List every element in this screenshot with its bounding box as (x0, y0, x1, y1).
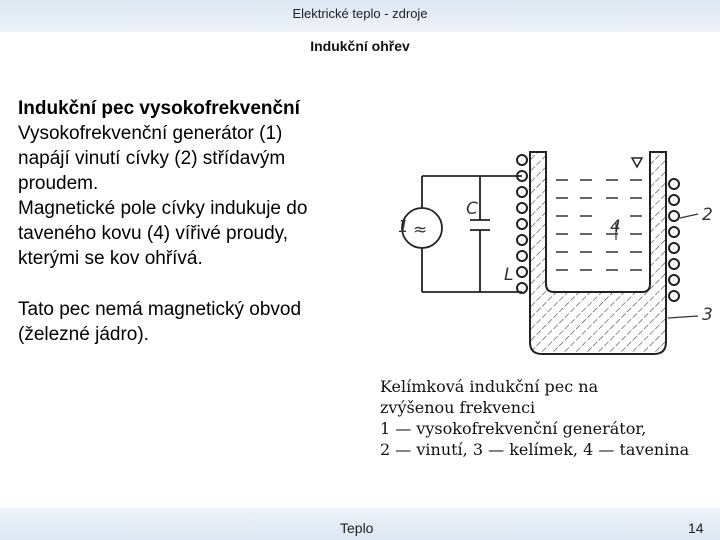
label-crucible: 3 (702, 305, 713, 325)
body-line: Vysokofrekvenční generátor (1) (18, 123, 283, 144)
footer-title: Teplo (340, 520, 374, 536)
body-text (18, 96, 388, 347)
body-heading: Indukční pec vysokofrekvenční (18, 98, 300, 119)
label-inductor: L (504, 265, 514, 285)
header-title: Elektrické teplo - zdroje (292, 6, 428, 21)
note-line: Tato pec nemá magnetický obvod (18, 299, 302, 320)
figure-caption (380, 376, 718, 460)
furnace-figure (380, 140, 718, 485)
label-melt: 4 (610, 217, 621, 237)
body-line: taveného kovu (4) vířivé proudy, (18, 223, 289, 244)
label-coil: 2 (702, 205, 713, 225)
label-capacitor: C (466, 199, 478, 219)
crucible-wall (530, 152, 666, 354)
melt-dashes (556, 180, 642, 270)
melt-level-marker (632, 158, 642, 167)
body-line: Magnetické pole cívky indukuje do (18, 198, 308, 219)
coil-right (669, 179, 679, 301)
note-line: (železné jádro). (18, 324, 149, 345)
caption-line: zvýšenou frekvenci (380, 398, 536, 417)
ac-symbol: ≈ (413, 220, 428, 240)
caption-line: 1 — vysokofrekvenční generátor, (380, 419, 647, 438)
page-number: 14 (688, 520, 704, 536)
body-line: kterými se kov ohřívá. (18, 248, 203, 269)
caption-line: 2 — vinutí, 3 — kelímek, 4 — tavenina (380, 440, 690, 459)
slide-subtitle: Indukční ohřev (310, 38, 410, 54)
caption-line: Kelímková indukční pec na (380, 377, 599, 396)
body-line: napájí vinutí cívky (2) střídavým (18, 148, 286, 169)
label-generator: 1 (398, 217, 409, 237)
body-line: proudem. (18, 173, 99, 194)
furnace-diagram (380, 140, 718, 376)
